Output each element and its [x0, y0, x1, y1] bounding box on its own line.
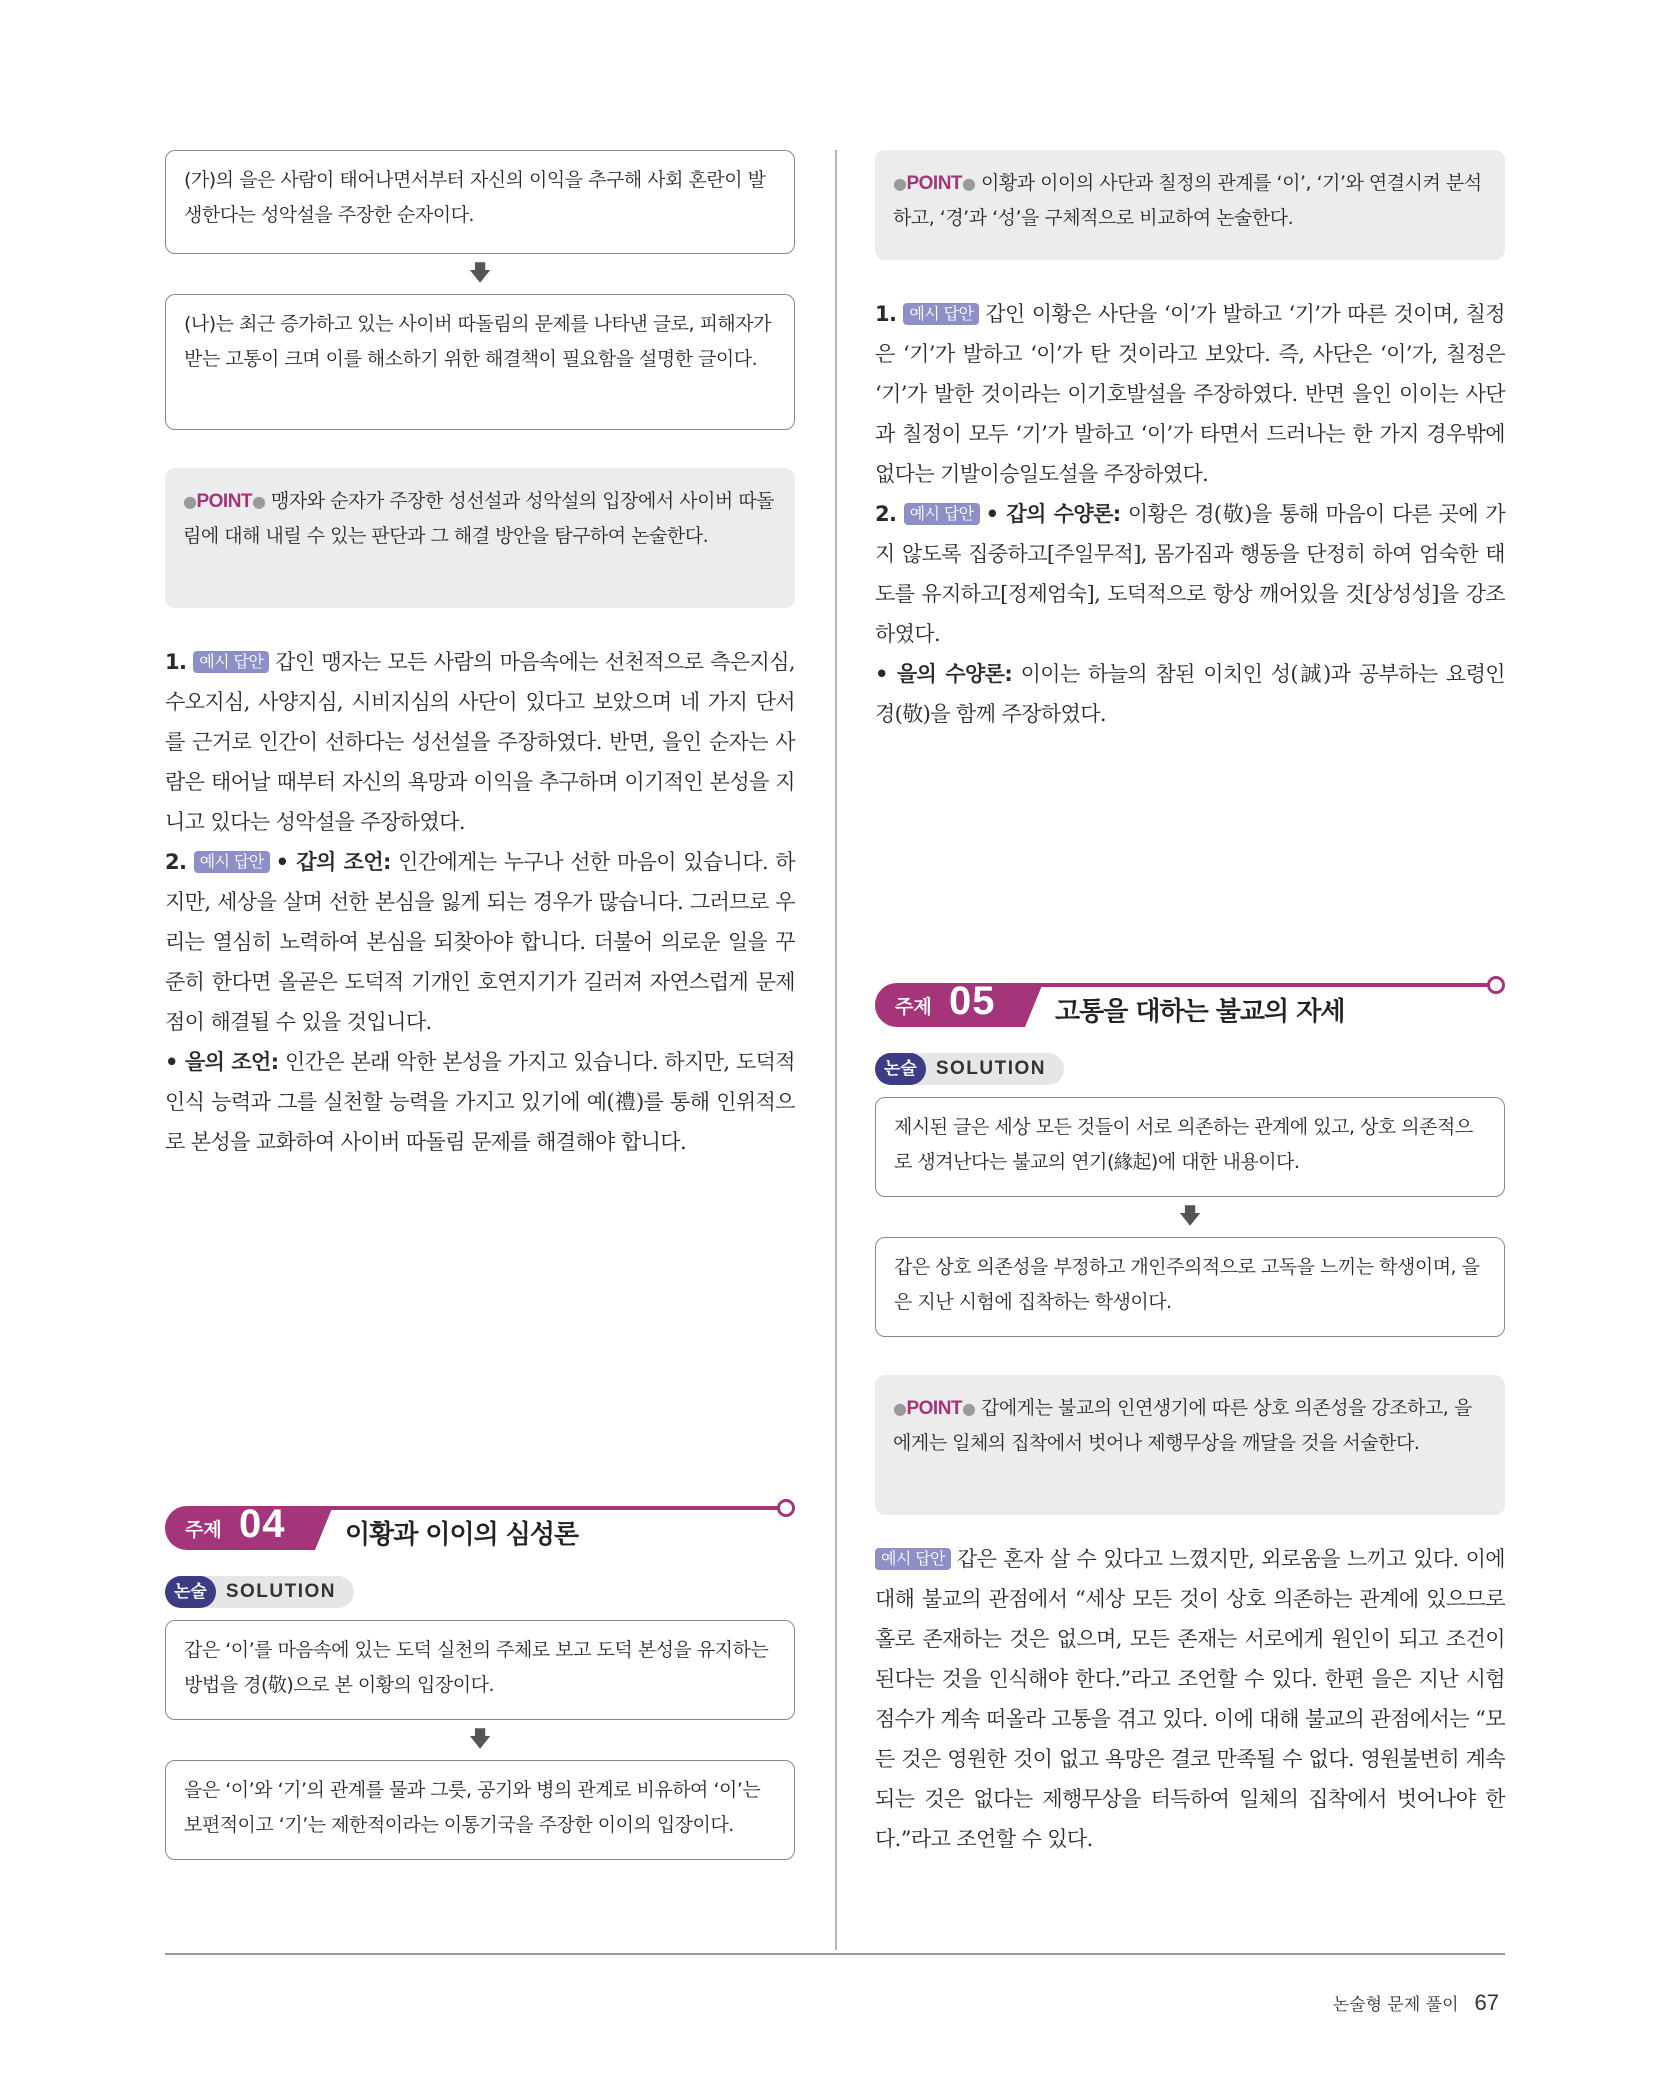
- solution-badge-text: SOLUTION: [935, 1058, 1047, 1079]
- left-column: [165, 150, 795, 1860]
- footer-title: 논술형 문제 풀이: [1332, 1995, 1459, 2015]
- point-dot-icon: ●: [893, 1399, 907, 1418]
- point-text: 이황과 이이의 사단과 칠정의 관계를 ‘이’, ‘기’와 연결시켜 분석하고, ‘경’과 ‘성’을 구체적으로 비교하여 논술한다.: [893, 172, 1482, 229]
- summary-text: (가)의 을은 사람이 태어나면서부터 자신의 이익을 추구해 사회 혼란이 발생한다는 성악설을 주장한 순자이다.: [184, 169, 766, 226]
- answer-number: 2.: [165, 850, 187, 874]
- topic-label: 주제: [895, 996, 932, 1018]
- topic-rule: [325, 1506, 781, 1510]
- answer-subheading: • 갑의 조언:: [275, 850, 391, 874]
- page-number: 67: [1474, 1990, 1499, 2015]
- summary-box-ga: [165, 150, 795, 254]
- topic-wedge: [1025, 983, 1043, 1027]
- answer-tag: 예시 답안: [904, 503, 980, 525]
- bottom-rule: [165, 1953, 1505, 1955]
- topic-pill: [165, 1502, 315, 1550]
- summary-text: (나)는 최근 증가하고 있는 사이버 따돌림의 문제를 나타낸 글로, 피해자가 받는 고통이 크며 이를 해소하기 위한 해결책이 필요함을 설명한 글이다.: [184, 313, 771, 370]
- answer-subheading: • 갑의 수양론:: [985, 502, 1121, 526]
- topic-wedge: [315, 1506, 333, 1550]
- column-divider: [835, 150, 837, 1950]
- summary-box-students: [875, 1237, 1505, 1337]
- topic-number: 05: [949, 979, 996, 1023]
- arrow-down-icon: 🡇: [468, 261, 492, 286]
- answer-text: 인간에게는 누구나 선한 마음이 있습니다. 하지만, 세상을 살며 선한 본심을 잃게 되는 경우가 많습니다. 그러므로 우리는 열심히 노력하여 본심을 되찾아야 합니다. 더불어 의로운 일을 꾸준히 한다면 올곧은 도덕적 기개인 호연지기가 길러져 자연스럽게 문제점이 해결될 수 있을 것입니다.: [165, 850, 795, 1034]
- point-dot-icon: ●: [183, 492, 197, 511]
- point-box: [165, 468, 795, 608]
- right-column: [875, 150, 1505, 1859]
- summary-box-na: [165, 294, 795, 430]
- answer-tag: 예시 답안: [875, 1548, 951, 1570]
- answer-tag: 예시 답안: [193, 651, 269, 673]
- answer-tag: 예시 답안: [194, 851, 270, 873]
- point-text: 갑에게는 불교의 인연생기에 따른 상호 의존성을 강조하고, 을에게는 일체의 집착에서 벗어나 제행무상을 깨달을 것을 서술한다.: [893, 1397, 1472, 1454]
- point-dot-icon: ●: [962, 174, 976, 193]
- topic-circle-icon: [777, 1499, 795, 1517]
- point-box-2: [875, 1375, 1505, 1515]
- answer-text: 갑은 혼자 살 수 있다고 느꼈지만, 외로움을 느끼고 있다. 이에 대해 불교의 관점에서 “세상 모든 것이 상호 의존하는 관계에 있으므로 홀로 존재하는 것은 없으며, 모든 존재는 서로에게 원인이 되고 조건이 된다는 것을 인식해야 한다.”라고 조언할 수 있다. 한편 을은 지난 시험 점수가 계속 떠올라 고통을 겪고 있다. 이에 대해 불교의 관점에서는 “모든 것은 영원한 것이 없고 욕망은 결코 만족될 수 없다. 영원불변히 계속되는 것은 없다는 제행무상을 터득하여 일체의 집착에서 벗어나야 한다.”라고 조언할 수 있다.: [875, 1547, 1505, 1851]
- point-dot-icon: ●: [962, 1399, 976, 1418]
- summary-text: 갑은 ‘이’를 마음속에 있는 도덕 실천의 주체로 보고 도덕 본성을 유지하는 방법을 경(敬)으로 본 이황의 입장이다.: [184, 1639, 769, 1696]
- answer-text: 갑인 이황은 사단을 ‘이’가 발하고 ‘기’가 따른 것이며, 칠정은 ‘기’가 발하고 ‘이’가 탄 것이라고 보았다. 즉, 사단은 ‘이’가, 칠정은 ‘기’가 발한 것이라는 이기호발설을 주장하였다. 반면 을인 이이는 사단과 칠정이 모두 ‘기’가 발하고 ‘이’가 타면서 드러나는 한 가지 경우밖에 없다는 기발이승일도설을 주장하였다.: [875, 302, 1505, 486]
- point-dot-icon: ●: [252, 492, 266, 511]
- point-label: POINT: [906, 173, 963, 194]
- summary-text: 을은 ‘이’와 ‘기’의 관계를 물과 그릇, 공기와 병의 관계로 비유하여 ‘이’는 보편적이고 ‘기’는 제한적이라는 이통기국을 주장한 이이의 입장이다.: [184, 1779, 761, 1836]
- answer-1: [875, 294, 1505, 494]
- solution-badge-text: SOLUTION: [225, 1581, 337, 1602]
- answer-subheading: • 을의 수양론:: [875, 662, 1013, 686]
- summary-box-gap: [165, 1620, 795, 1720]
- summary-box-context: [875, 1097, 1505, 1197]
- answer-text: 이이는 하늘의 참된 이치인 성(誠)과 공부하는 요령인 경(敬)을 함께 주장하였다.: [875, 662, 1505, 726]
- solution-badge-label: 논술: [165, 1576, 216, 1608]
- topic-pill: [875, 979, 1025, 1027]
- answer-3: [875, 1539, 1505, 1859]
- point-box: [875, 150, 1505, 260]
- summary-text: 제시된 글은 세상 모든 것들이 서로 의존하는 관계에 있고, 상호 의존적으로 생겨난다는 불교의 연기(緣起)에 대한 내용이다.: [894, 1116, 1473, 1173]
- topic-rule: [1035, 983, 1491, 987]
- summary-box-eul: [165, 1760, 795, 1860]
- point-text: 맹자와 순자가 주장한 성선설과 성악설의 입장에서 사이버 따돌림에 대해 내릴 수 있는 판단과 그 해결 방안을 탐구하여 논술한다.: [183, 490, 775, 547]
- answer-text: 갑인 맹자는 모든 사람의 마음속에는 선천적으로 측은지심, 수오지심, 사양지심, 시비지심의 사단이 있다고 보았으며 네 가지 단서를 근거로 인간이 선하다는 성선설을 주장하였다. 반면, 을인 순자는 사람은 태어날 때부터 자신의 욕망과 이익을 추구하며 이기적인 본성을 지니고 있다는 성악설을 주장하였다.: [165, 650, 796, 834]
- arrow-down-icon: 🡇: [468, 1727, 492, 1752]
- answer-text: 인간은 본래 악한 본성을 가지고 있습니다. 하지만, 도덕적 인식 능력과 그를 실천할 능력을 가지고 있기에 예(禮)를 통해 인위적으로 본성을 교화하여 사이버 따돌림 문제를 해결해야 합니다.: [165, 1050, 795, 1154]
- answer-number: 1.: [165, 650, 187, 674]
- topic-title: 고통을 대하는 불교의 자세: [1055, 997, 1345, 1027]
- page-footer: [1333, 1990, 1499, 2016]
- answer-2-part-2: [165, 1042, 795, 1162]
- solution-badge: [875, 1053, 1064, 1085]
- topic-header-04: [165, 1502, 795, 1558]
- summary-text: 갑은 상호 의존성을 부정하고 개인주의적으로 고독을 느끼는 학생이며, 을은 지난 시험에 집착하는 학생이다.: [894, 1256, 1480, 1313]
- topic-circle-icon: [1487, 976, 1505, 994]
- answer-number: 2.: [875, 502, 897, 526]
- point-label: POINT: [196, 491, 253, 512]
- topic-header-05: [875, 979, 1505, 1035]
- point-dot-icon: ●: [893, 174, 907, 193]
- topic-label: 주제: [185, 1519, 222, 1541]
- answer-1: [165, 642, 795, 842]
- answer-number: 1.: [875, 302, 897, 326]
- solution-badge-label: 논술: [875, 1053, 926, 1085]
- topic-title: 이황과 이이의 심성론: [345, 1520, 579, 1550]
- arrow-down-icon: 🡇: [1178, 1204, 1202, 1229]
- answer-2: [875, 494, 1505, 654]
- answer-2: [165, 842, 795, 1042]
- answer-subheading: • 을의 조언:: [165, 1050, 279, 1074]
- answer-text: 이황은 경(敬)을 통해 마음이 다른 곳에 가지 않도록 집중하고[주일무적], 몸가짐과 행동을 단정히 하여 엄숙한 태도를 유지하고[정제엄숙], 도덕적으로 항상 깨어있을 것[상성성]을 강조하였다.: [875, 502, 1506, 646]
- point-label: POINT: [906, 1398, 963, 1419]
- topic-number: 04: [239, 1502, 286, 1546]
- answer-2-part-2: [875, 654, 1505, 734]
- answer-tag: 예시 답안: [903, 303, 979, 325]
- solution-badge: [165, 1576, 354, 1608]
